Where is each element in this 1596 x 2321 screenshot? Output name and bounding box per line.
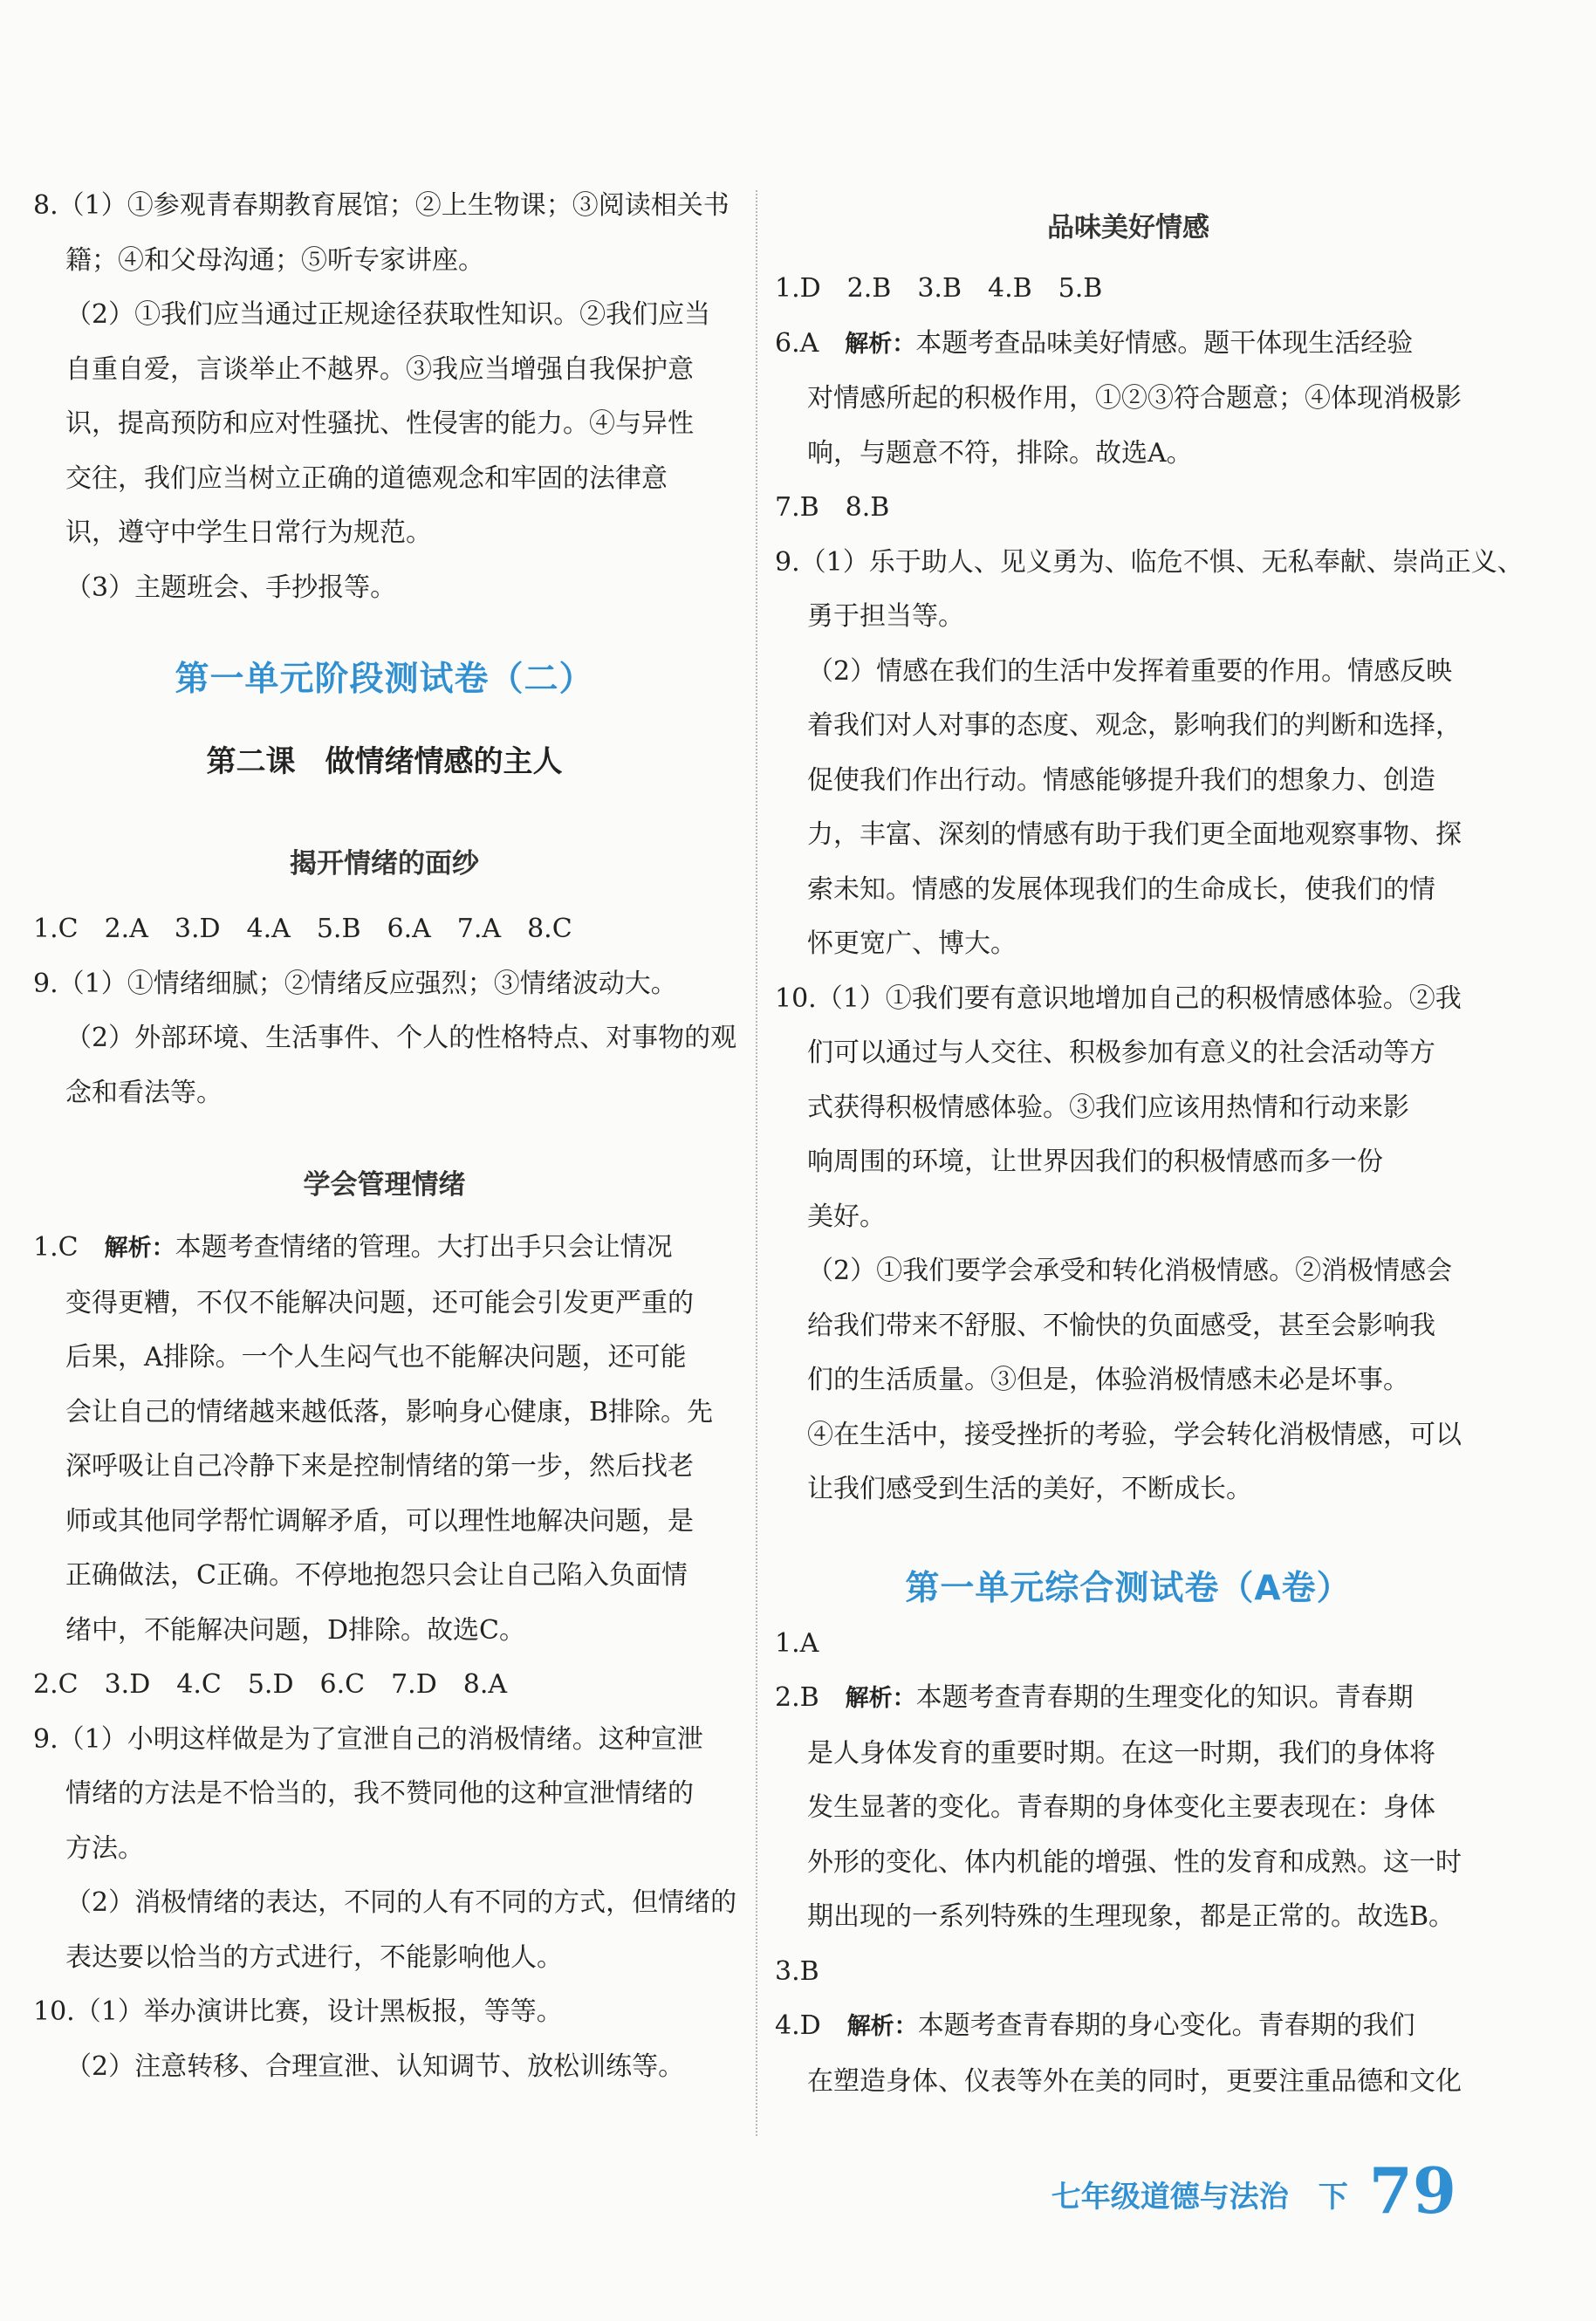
answer-line: 外形的变化、体内机能的增强、性的发育和成熟。这一时	[807, 1846, 1462, 1878]
answer-line: 式获得积极情感体验。③我们应该用热情和行动来影	[807, 1092, 1409, 1123]
answer-line: 9.（1）①情绪细腻；②情绪反应强烈；③情绪波动大。	[33, 968, 677, 999]
answer-line: 7.B 8.B	[775, 492, 890, 523]
answer-line: 们的生活质量。③但是，体验消极情感未必是坏事。	[807, 1365, 1409, 1395]
answer-line: 后果，A排除。一个人生闷气也不能解决问题，还可能	[65, 1342, 687, 1373]
answer-text: 本题考查品味美好情感。题干体现生活经验	[915, 327, 1414, 359]
q8-line: 交往，我们应当树立正确的道德观念和牢固的法律意	[65, 462, 668, 494]
book-title: 七年级道德与法治 下	[1051, 2180, 1348, 2215]
answer-line	[775, 317, 1482, 373]
answer-line: 2.C 3.D 4.C 5.D 6.C 7.D 8.A	[33, 1669, 508, 1700]
answer-line: 力，丰富、深刻的情感有助于我们更全面地观察事物、探	[807, 819, 1462, 850]
answer-line: 给我们带来不舒服、不愉快的负面感受，甚至会影响我	[807, 1310, 1435, 1341]
answer-line: 情绪的方法是不恰当的，我不赞同他的这种宣泄情绪的	[65, 1778, 694, 1809]
analysis-label: 解析：	[845, 1685, 916, 1712]
answer-line: 正确做法，C正确。不停地抱怨只会让自己陷入负面情	[65, 1560, 688, 1591]
answer-line: 期出现的一系列特殊的生理现象，都是正常的。故选B。	[807, 1901, 1456, 1932]
question-number: 2.B	[775, 1682, 819, 1713]
q8-line: 识，遵守中学生日常行为规范。	[65, 517, 432, 548]
answer-line: 方法。	[65, 1832, 144, 1864]
answer-line: 发生显著的变化。青春期的身体变化主要表现在：身体	[807, 1792, 1435, 1823]
answer-line: 勇于担当等。	[807, 601, 964, 632]
answer-line: 10.（1）①我们要有意识地增加自己的积极情感体验。②我	[775, 982, 1462, 1014]
answer-line: （2）消极情绪的表达，不同的人有不同的方式，但情绪的	[65, 1887, 737, 1918]
section-title: 揭开情绪的面纱	[290, 848, 479, 880]
answer-line: 响周围的环境，让世界因我们的积极情感而多一份	[807, 1147, 1383, 1177]
answer-line: 对情感所起的积极作用，①②③符合题意；④体现消极影	[807, 383, 1462, 414]
answer-line: 师或其他同学帮忙调解矛盾，可以理性地解决问题，是	[65, 1505, 694, 1537]
answer-line: 9.（1）乐于助人、见义勇为、临危不惧、无私奉献、崇尚正义、	[775, 546, 1524, 578]
answer-line: 在塑造身体、仪表等外在美的同时，更要注重品德和文化	[807, 2065, 1462, 2097]
analysis-label: 解析：	[846, 2013, 918, 2040]
answer-text: 本题考查情绪的管理。大打出手只会让情况	[175, 1232, 673, 1263]
answer-line: 念和看法等。	[65, 1077, 223, 1108]
question-number: 4.D	[775, 2010, 821, 2041]
question-number: 6.A	[775, 327, 819, 359]
answer-text: 本题考查青春期的身心变化。青春期的我们	[917, 2010, 1415, 2041]
answer-line: （2）①我们要学会承受和转化消极情感。②消极情感会	[807, 1256, 1453, 1286]
lesson-title: 第二课 做情绪情感的主人	[206, 744, 563, 779]
page-footer	[1051, 2153, 1456, 2228]
answer-line: 会让自己的情绪越来越低落，影响身心健康，B排除。先	[65, 1396, 714, 1428]
answer-line: 响，与题意不符，排除。故选A。	[807, 437, 1193, 469]
q8-line: 籍；④和父母沟通；⑤听专家讲座。	[65, 244, 484, 276]
section-title: 学会管理情绪	[303, 1169, 466, 1201]
answer-line: （2）注意转移、合理宣泄、认知调节、放松训练等。	[65, 2051, 685, 2082]
q8-line: 8.（1）①参观青春期教育展馆；②上生物课；③阅读相关书	[33, 190, 730, 221]
q8-line: （3）主题班会、手抄报等。	[65, 572, 397, 603]
answer-line: 3.B	[775, 1955, 819, 1987]
answer-text: 本题考查青春期的生理变化的知识。青春期	[915, 1682, 1414, 1713]
answer-line: 怀更宽广、博大。	[807, 928, 1017, 959]
question-number: 1.C	[33, 1232, 79, 1263]
answer-line: 深呼吸让自己冷静下来是控制情绪的第一步，然后找老	[65, 1451, 694, 1482]
answer-line: 促使我们作出行动。情感能够提升我们的想象力、创造	[807, 764, 1435, 796]
unit-test-title: 第一单元阶段测试卷（二）	[175, 660, 594, 699]
analysis-label: 解析：	[104, 1235, 175, 1262]
q8-line: 识，提高预防和应对性骚扰、性侵害的能力。④与异性	[65, 408, 694, 439]
left-column	[33, 179, 736, 2094]
answer-line: 9.（1）小明这样做是为了宣泄自己的消极情绪。这种宣泄	[33, 1723, 703, 1755]
answer-line	[33, 1221, 736, 1277]
q8-line: （2）①我们应当通过正规途径获取性知识。②我们应当	[65, 299, 711, 330]
answer-line: （2）外部环境、生活事件、个人的性格特点、对事物的观	[65, 1023, 737, 1053]
q8-line: 自重自爱，言谈举止不越界。③我应当增强自我保护意	[65, 353, 694, 385]
answer-line: 变得更糟，不仅不能解决问题，还可能会引发更严重的	[65, 1287, 694, 1318]
answer-line: 绪中，不能解决问题，D排除。故选C。	[65, 1614, 526, 1646]
answer-line: （2）情感在我们的生活中发挥着重要的作用。情感反映	[807, 655, 1453, 687]
answer-line: 着我们对人对事的态度、观念，影响我们的判断和选择，	[807, 710, 1462, 741]
right-column	[775, 179, 1524, 2109]
answer-line: ④在生活中，接受挫折的考验，学会转化消极情感，可以	[807, 1419, 1462, 1450]
answer-line: 们可以通过与人交往、积极参加有意义的社会活动等方	[807, 1037, 1435, 1068]
section-title: 品味美好情感	[1047, 212, 1209, 243]
answer-line: 让我们感受到生活的美好，不断成长。	[807, 1474, 1252, 1504]
answer-line: 表达要以恰当的方式进行，不能影响他人。	[65, 1941, 563, 1973]
page-number: 79	[1368, 2153, 1456, 2228]
answer-line: 1.C 2.A 3.D 4.A 5.B 6.A 7.A 8.C	[33, 914, 572, 944]
answer-line	[775, 1671, 1482, 1727]
answer-line: 10.（1）举办演讲比赛，设计黑板报，等等。	[33, 1996, 563, 2027]
answer-line: 索未知。情感的发展体现我们的生命成长，使我们的情	[807, 873, 1435, 905]
answer-line: 1.D 2.B 3.B 4.B 5.B	[775, 273, 1103, 304]
answer-line: 1.A	[775, 1627, 819, 1659]
answer-line: 是人身体发育的重要时期。在这一时期，我们的身体将	[807, 1737, 1435, 1769]
unit-test-title: 第一单元综合测试卷（A卷）	[905, 1568, 1352, 1608]
column-divider	[756, 190, 757, 2136]
answer-line: 美好。	[807, 1201, 886, 1232]
analysis-label: 解析：	[845, 330, 916, 358]
answer-line	[775, 1999, 1482, 2055]
